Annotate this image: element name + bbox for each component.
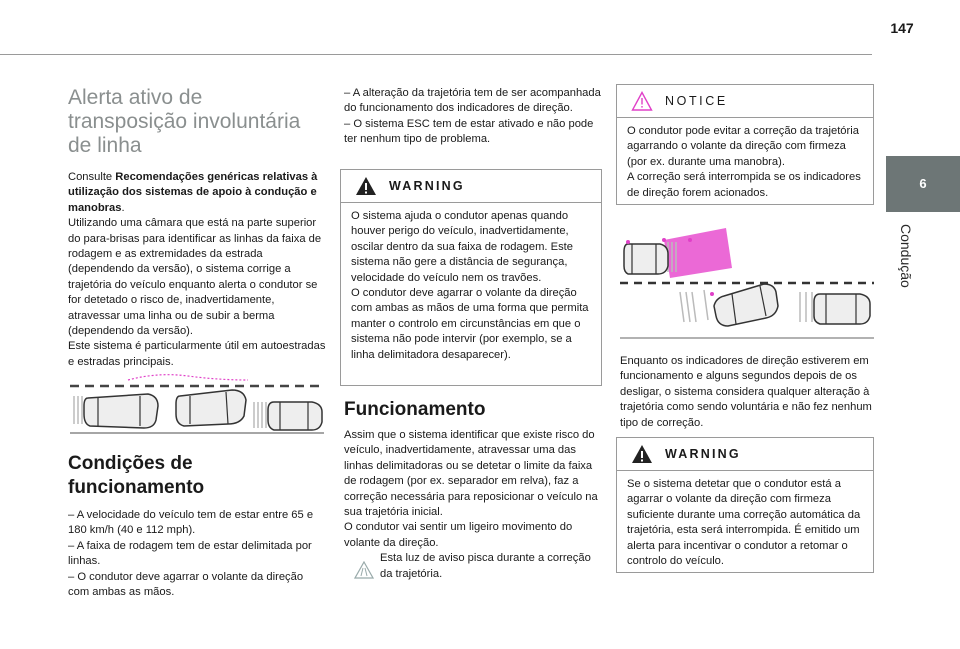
- chapter-number: 6: [919, 176, 927, 191]
- list-item: – O sistema ESC tem de estar ativado e não pode ter nenhum tipo de problema.: [344, 117, 594, 146]
- notice-header: [617, 85, 873, 118]
- list-item: – A alteração da trajetória tem de ser acompanhada do funcionamento dos indicadores de direção.: [344, 87, 601, 115]
- warning-title: WARNING: [389, 179, 465, 193]
- warning-box-1: [340, 169, 602, 386]
- lane-departure-illustration: [68, 366, 326, 434]
- notice-box: [616, 84, 874, 205]
- header-rule: [0, 54, 872, 55]
- intro-paragraph: Este sistema é particularmente útil em autoestradas e estradas principais.: [68, 340, 326, 368]
- notice-body: O condutor pode evitar a correção da trajetória agarrando o volante da direção com firmeza (por ex. durante uma manobra). A correção será interrompida se os indicadores de direção forem acionados.: [627, 125, 861, 199]
- intro: [68, 170, 326, 370]
- warning-header: [617, 438, 873, 471]
- operation-section: [344, 398, 602, 585]
- operation-paragraph: O condutor vai sentir um ligeiro movimento do volante da direção.: [344, 521, 573, 549]
- conditions-section: [68, 452, 326, 600]
- column-2-list: [344, 86, 602, 148]
- column-1: [68, 86, 326, 370]
- warning-triangle-icon: [355, 176, 377, 196]
- warning-box-2: [616, 437, 874, 573]
- list-item: – A velocidade do veículo tem de estar entre 65 e 180 km/h (40 e 112 mph).: [68, 509, 314, 537]
- warning-body: O sistema ajuda o condutor apenas quando houver perigo do veículo, inadvertidamente, oscilar dentro da sua faixa de rodagem. Este sistema não gere a distância de segurança, velocidade do veículo nem os travões. O condutor deve agarrar o volante da direção com ambas as mãos de uma forma que permita manter o controlo em circunstâncias em que o sistema não pode intervir (por exemplo, se a linha delimitadora desaparecer).: [351, 210, 589, 361]
- notice-title: NOTICE: [665, 94, 728, 108]
- page-number: 147: [890, 20, 914, 36]
- lane-correction-illustration: [620, 222, 874, 340]
- warning-header: [341, 170, 601, 203]
- list-item: – O condutor deve agarrar o volante da direção com ambas as mãos.: [68, 570, 304, 599]
- lamp-text: Esta luz de aviso pisca durante a correção da trajetória.: [380, 552, 591, 580]
- chapter-tab[interactable]: [886, 156, 960, 212]
- chapter-label: Condução: [898, 224, 914, 288]
- warning-triangle-icon: [631, 444, 653, 464]
- warning-title: WARNING: [665, 447, 741, 461]
- operation-heading: Funcionamento: [344, 399, 486, 420]
- intro-paragraph: Utilizando uma câmara que está na parte superior do para-brisas para identificar as linhas da faixa de rodagem e as extremidades da estrada (dependendo da versão), o sistema corrige a trajetória do veículo enquanto alerta o condutor se for detetado o risco de, inadvertidamente, atravessar uma linha ou de subir a berma (dependendo da versão).: [68, 217, 322, 338]
- page-title: Alerta ativo de transposição involuntária de linha: [68, 86, 301, 157]
- notice-triangle-icon: [631, 91, 653, 111]
- conditions-list: [68, 508, 326, 600]
- conditions-heading: Condições de funcionamento: [68, 453, 205, 498]
- column-3-text: Enquanto os indicadores de direção estiverem em funcionamento e alguns segundos depois de os desligar, o sistema considera qualquer alteração à trajetória como sendo voluntária e não fez nenhum tipo de correção.: [620, 355, 872, 429]
- lane-assist-lamp-icon: [354, 561, 374, 579]
- list-item: – A faixa de rodagem tem de estar delimitada por linhas.: [68, 539, 312, 568]
- operation-paragraph: Assim que o sistema identificar que existe risco do veículo, inadvertidamente, atravessar uma das linhas delimitadoras ou se detetar o limite da faixa de rodagem (por ex. separador em relva), faz a correção necessária para reposicionar o veículo na sua trajetória inicial.: [344, 429, 598, 519]
- intro-reference: Consulte Recomendações genéricas relativas à utilização dos sistemas de apoio à condução e manobras.: [68, 171, 318, 214]
- warning-body: Se o sistema detetar que o condutor está a agarrar o volante da direção com firmeza suficiente durante uma correção automática da trajetória, esta será interrompida. É emitido um alerta para incentivar o condutor a retomar o controlo do veículo.: [627, 478, 861, 568]
- lamp-row: [344, 551, 602, 585]
